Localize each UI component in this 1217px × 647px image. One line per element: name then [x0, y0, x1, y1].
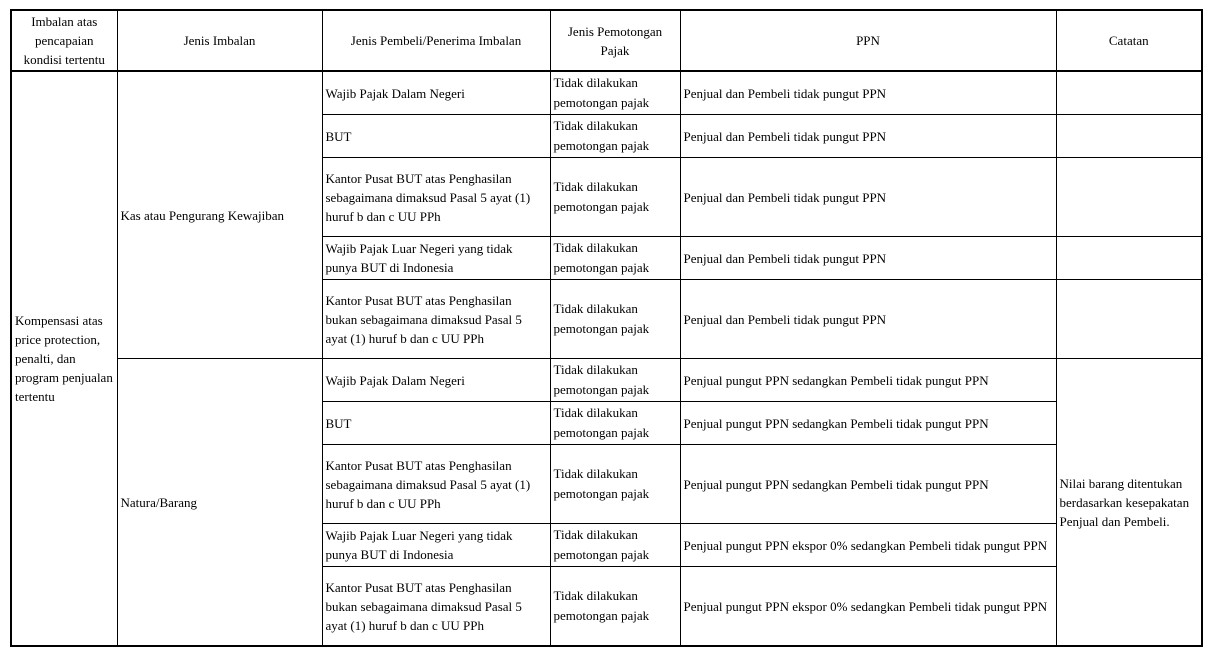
ppn-cell: Penjual pungut PPN ekspor 0% sedangkan Pembeli tidak pungut PPN [680, 524, 1056, 567]
catatan-cell [1056, 280, 1202, 359]
pembeli-cell: Kantor Pusat BUT atas Penghasilan sebagaimana dimaksud Pasal 5 ayat (1) huruf b dan c UU PPh [322, 445, 550, 524]
ppn-cell: Penjual dan Pembeli tidak pungut PPN [680, 237, 1056, 280]
pembeli-cell: Wajib Pajak Luar Negeri yang tidak punya BUT di Indonesia [322, 524, 550, 567]
ppn-cell: Penjual dan Pembeli tidak pungut PPN [680, 71, 1056, 115]
header-row [11, 10, 1202, 71]
potong-cell: Tidak dilakukan pemotongan pajak [550, 71, 680, 115]
header-ppn: PPN [680, 10, 1056, 71]
header-catatan: Catatan [1056, 10, 1202, 71]
potong-cell: Tidak dilakukan pemotongan pajak [550, 359, 680, 402]
table-row [11, 71, 1202, 115]
table-row [11, 359, 1202, 402]
catatan-cell [1056, 237, 1202, 280]
pembeli-cell: BUT [322, 402, 550, 445]
pembeli-cell: Kantor Pusat BUT atas Penghasilan sebagaimana dimaksud Pasal 5 ayat (1) huruf b dan c UU PPh [322, 158, 550, 237]
ppn-cell: Penjual dan Pembeli tidak pungut PPN [680, 158, 1056, 237]
header-jenis-pembeli: Jenis Pembeli/Penerima Imbalan [322, 10, 550, 71]
potong-cell: Tidak dilakukan pemotongan pajak [550, 567, 680, 647]
tax-table-container [10, 9, 1203, 647]
ppn-cell: Penjual pungut PPN sedangkan Pembeli tidak pungut PPN [680, 445, 1056, 524]
potong-cell: Tidak dilakukan pemotongan pajak [550, 115, 680, 158]
header-jenis-imbalan: Jenis Imbalan [117, 10, 322, 71]
catatan-cell: Nilai barang ditentukan berdasarkan kesepakatan Penjual dan Pembeli. [1056, 359, 1202, 647]
group-label: Kompensasi atas price protection, penalti, dan program penjualan tertentu [11, 71, 117, 646]
ppn-cell: Penjual dan Pembeli tidak pungut PPN [680, 280, 1056, 359]
header-imbalan: Imbalan atas pencapaian kondisi tertentu [11, 10, 117, 71]
potong-cell: Tidak dilakukan pemotongan pajak [550, 445, 680, 524]
pembeli-cell: Kantor Pusat BUT atas Penghasilan bukan sebagaimana dimaksud Pasal 5 ayat (1) huruf b dan c UU PPh [322, 567, 550, 647]
tax-table [10, 9, 1203, 647]
jenis-imbalan-cell: Natura/Barang [117, 359, 322, 647]
ppn-cell: Penjual pungut PPN sedangkan Pembeli tidak pungut PPN [680, 402, 1056, 445]
potong-cell: Tidak dilakukan pemotongan pajak [550, 524, 680, 567]
catatan-cell [1056, 71, 1202, 115]
jenis-imbalan-cell: Kas atau Pengurang Kewajiban [117, 71, 322, 359]
pembeli-cell: Wajib Pajak Dalam Negeri [322, 359, 550, 402]
catatan-cell [1056, 115, 1202, 158]
potong-cell: Tidak dilakukan pemotongan pajak [550, 237, 680, 280]
pembeli-cell: BUT [322, 115, 550, 158]
catatan-cell [1056, 158, 1202, 237]
header-pemotongan: Jenis Pemotongan Pajak [550, 10, 680, 71]
ppn-cell: Penjual pungut PPN ekspor 0% sedangkan Pembeli tidak pungut PPN [680, 567, 1056, 647]
pembeli-cell: Wajib Pajak Dalam Negeri [322, 71, 550, 115]
pembeli-cell: Wajib Pajak Luar Negeri yang tidak punya BUT di Indonesia [322, 237, 550, 280]
potong-cell: Tidak dilakukan pemotongan pajak [550, 402, 680, 445]
potong-cell: Tidak dilakukan pemotongan pajak [550, 280, 680, 359]
ppn-cell: Penjual pungut PPN sedangkan Pembeli tidak pungut PPN [680, 359, 1056, 402]
potong-cell: Tidak dilakukan pemotongan pajak [550, 158, 680, 237]
pembeli-cell: Kantor Pusat BUT atas Penghasilan bukan sebagaimana dimaksud Pasal 5 ayat (1) huruf b dan c UU PPh [322, 280, 550, 359]
ppn-cell: Penjual dan Pembeli tidak pungut PPN [680, 115, 1056, 158]
